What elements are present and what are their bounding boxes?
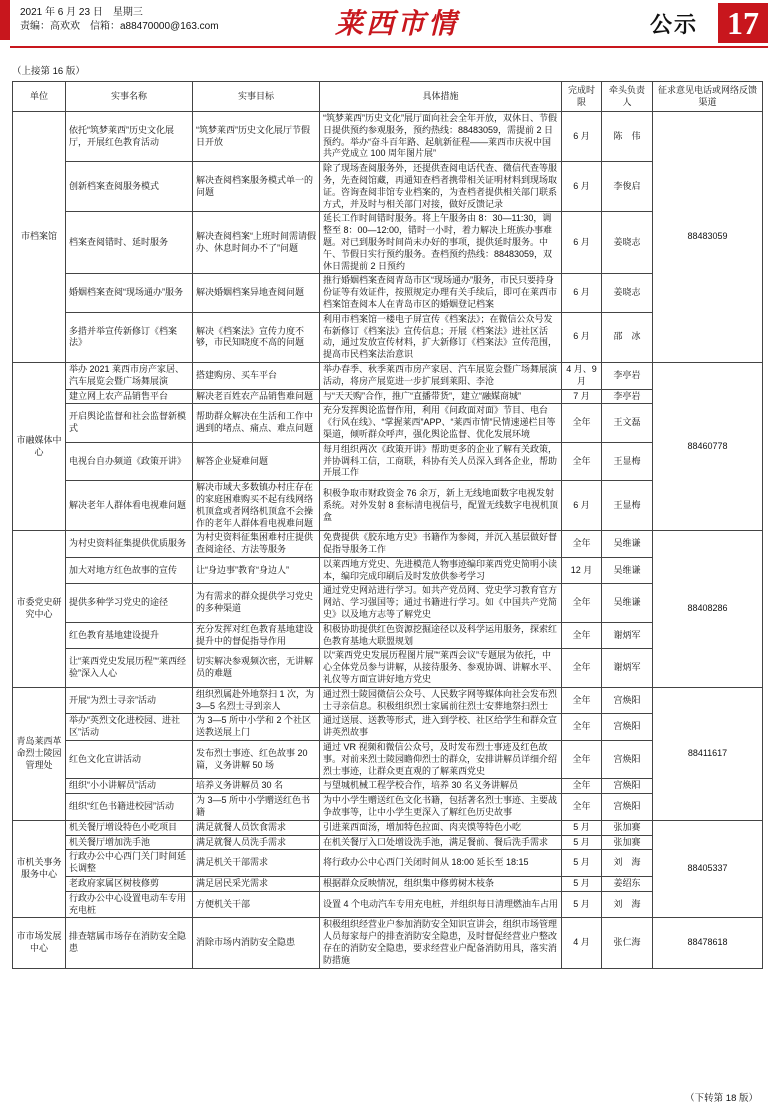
leader-cell: 邵 冰 <box>602 312 653 362</box>
deadline-cell: 全年 <box>562 779 602 794</box>
item-name-cell: 让“莱西党史发展历程”“莱西经验”深入人心 <box>66 649 193 687</box>
item-goal-cell: 满足就餐人员饮食需求 <box>193 820 320 835</box>
deadline-cell: 全年 <box>562 649 602 687</box>
masthead-logo <box>322 2 472 42</box>
col-header-goal: 实事目标 <box>193 82 320 112</box>
col-header-unit: 单位 <box>13 82 66 112</box>
item-goal-cell: 解决老百姓农产品销售难问题 <box>193 389 320 404</box>
table-body <box>13 112 763 969</box>
table-row <box>13 312 763 362</box>
item-goal-cell: 解决市域大多数镇办村庄存在的家庭困难购买不起有线网络机顶盒或者网络机顶盒不会操作的老年人群体看电视难问题 <box>193 481 320 531</box>
item-name-cell: 加大对地方红色故事的宣传 <box>66 557 193 584</box>
phone-cell: 88460778 <box>653 362 763 530</box>
item-goal-cell: 满足就餐人员洗手需求 <box>193 835 320 850</box>
item-name-cell: 创新档案查阅服务模式 <box>66 162 193 212</box>
table-row <box>13 779 763 794</box>
item-name-cell: 排查辖属市场存在消防安全隐患 <box>66 918 193 968</box>
item-measures-cell: 积极协助提供红色资源挖掘途径以及科学运用服务，探索红色教育基地大联盟规划 <box>320 622 562 649</box>
item-goal-cell: 培养义务讲解员 30 名 <box>193 779 320 794</box>
phone-cell: 88408286 <box>653 531 763 688</box>
deadline-cell: 6 月 <box>562 162 602 212</box>
leader-cell: 刘 海 <box>602 891 653 918</box>
table-row <box>13 162 763 212</box>
phone-cell: 88411617 <box>653 687 763 820</box>
public-affairs-table <box>12 81 763 969</box>
item-goal-cell: 为 3—5 所中小学和 2 个社区送教送展上门 <box>193 714 320 741</box>
unit-cell: 青岛莱西革命烈士陵园管理处 <box>13 687 66 820</box>
table-row <box>13 442 763 480</box>
item-name-cell: 提供多种学习党史的途径 <box>66 584 193 622</box>
table-row <box>13 557 763 584</box>
item-measures-cell: 每月组织两次《政策开讲》帮助更多的企业了解有关政策，并协调科工信，工商联，科协有关人员深入到各企业，帮助开展工作 <box>320 442 562 480</box>
item-goal-cell: 满足居民采光需求 <box>193 877 320 892</box>
leader-cell: 王文磊 <box>602 404 653 442</box>
deadline-cell: 5 月 <box>562 820 602 835</box>
item-measures-cell: 与望城机械工程学校合作，培养 30 名义务讲解员 <box>320 779 562 794</box>
deadline-cell: 6 月 <box>562 312 602 362</box>
table-row <box>13 622 763 649</box>
red-edge-bar <box>0 0 10 40</box>
phone-cell: 88405337 <box>653 820 763 918</box>
table-row <box>13 918 763 968</box>
deadline-cell: 全年 <box>562 584 602 622</box>
continued-to-note: （下转第 18 版） <box>685 1093 758 1104</box>
item-measures-cell: 与“天天购”合作，推广“直播带货”，建立“融媒商城” <box>320 389 562 404</box>
item-goal-cell: 解决婚姻档案异地查阅问题 <box>193 274 320 312</box>
table-row <box>13 274 763 312</box>
item-measures-cell: 免费提供《胶东地方史》书籍作为参阅，并沉入基层做好督促指导服务工作 <box>320 531 562 558</box>
item-name-cell: 老政府家属区树枝修剪 <box>66 877 193 892</box>
item-measures-cell: 积极组织经营业户参加消防安全知识宣讲会，组织市场管理人员每家每户的排查消防安全隐患，及时督促经营业户整改存在的消防安全隐患，要求经营业户配备消防用具，落实消防措施 <box>320 918 562 968</box>
leader-cell: 张加赛 <box>602 835 653 850</box>
item-measures-cell: 设置 4 个电动汽车专用充电桩，并组织每日清理燃油车占用 <box>320 891 562 918</box>
item-measures-cell: 除了现场查阅服务外，还提供查阅电话代查、微信代查等服务，先查阅馆藏，再通知查档者携带相关证明材料到现场取证。咨询查阅非馆专业档案的，为查档者提供相关部门联系方式，并及时与相关部门对接，做好反馈记录 <box>320 162 562 212</box>
item-goal-cell: 解决查阅档案“上班时间需请假办、休息时间办不了”问题 <box>193 212 320 274</box>
col-header-deadline: 完成时限 <box>562 82 602 112</box>
leader-cell: 姜绍东 <box>602 877 653 892</box>
item-name-cell: 开展“为烈士寻亲”活动 <box>66 687 193 714</box>
item-measures-cell: 以莱西地方党史、先进模范人物事迹编印莱西党史简明小读本，编印完成印刷后及时发放供参考学习 <box>320 557 562 584</box>
leader-cell: 陈 伟 <box>602 112 653 162</box>
item-goal-cell: 发布烈士事迹、红色故事 20 篇，义务讲解 50 场 <box>193 741 320 779</box>
item-measures-cell: 利用市档案馆一楼电子屏宣传《档案法》；在微信公众号发布新修订《档案法》宣传信息；开展《档案法》进社区活动，通过发放宣传材料，扩大新修订《档案法》宣传范围，提高市民档案法治意识 <box>320 312 562 362</box>
editor-info: 责编：高欢欢 信箱：a88470000@163.com <box>20 21 219 32</box>
col-header-measures: 具体措施 <box>320 82 562 112</box>
col-header-name: 实事名称 <box>66 82 193 112</box>
phone-cell: 88483059 <box>653 112 763 363</box>
item-measures-cell: 推行婚姻档案查阅青岛市区“现场通办”服务，市民只要持身份证等有效证件，按照规定办理有关手续后，即可在莱西市档案馆查阅本人在青岛市区的婚姻登记档案 <box>320 274 562 312</box>
deadline-cell: 5 月 <box>562 835 602 850</box>
masthead-text: 莱西市情 <box>334 7 460 40</box>
item-goal-cell: 切实解决参观频次密，无讲解员的难题 <box>193 649 320 687</box>
leader-cell: 张仁海 <box>602 918 653 968</box>
unit-cell: 市市场发展中心 <box>13 918 66 968</box>
leader-cell: 吴维谦 <box>602 557 653 584</box>
table-row <box>13 389 763 404</box>
deadline-cell: 全年 <box>562 442 602 480</box>
leader-cell: 李俊启 <box>602 162 653 212</box>
item-goal-cell: 为村史资料征集困难村庄提供查阅途径、方法等服务 <box>193 531 320 558</box>
item-measures-cell: 延长工作时间错时服务。将上午服务由 8：30—11:30，调整至 8：00—12:00，错时一小时，着力解决上班族办事难题。对已到服务时间尚未办好的事项，提供延时服务。中午、节假日实行预约服务。查档预约热线：88483059，双休日需提前 2 日预约 <box>320 212 562 274</box>
leader-cell: 谢炳军 <box>602 622 653 649</box>
item-goal-cell: 消除市场内消防安全隐患 <box>193 918 320 968</box>
table-header-row <box>13 82 763 112</box>
page-number: 17 <box>718 3 768 43</box>
leader-cell: 王显梅 <box>602 442 653 480</box>
table-row <box>13 891 763 918</box>
item-goal-cell: 帮助群众解决在生活和工作中遇到的堵点、痛点、难点问题 <box>193 404 320 442</box>
item-name-cell: 建立网上农产品销售平台 <box>66 389 193 404</box>
issue-info <box>20 6 219 34</box>
deadline-cell: 全年 <box>562 622 602 649</box>
item-name-cell: 为村史资料征集提供优质服务 <box>66 531 193 558</box>
table-row <box>13 531 763 558</box>
table-row <box>13 794 763 821</box>
unit-cell: 市档案馆 <box>13 112 66 363</box>
item-measures-cell: 以“莱西党史发展历程图片展”“莱西会议”专题展为依托，中心全体党员参与讲解，从接待服务、参观协调、讲解水平、礼仪等方面宣讲好地方党史 <box>320 649 562 687</box>
deadline-cell: 6 月 <box>562 274 602 312</box>
item-measures-cell: 根据群众反映情况，组织集中修剪树木枝条 <box>320 877 562 892</box>
deadline-cell: 6 月 <box>562 112 602 162</box>
leader-cell: 张加赛 <box>602 820 653 835</box>
unit-cell: 市机关事务服务中心 <box>13 820 66 918</box>
item-goal-cell: 方便机关干部 <box>193 891 320 918</box>
item-measures-cell: 通过党史网站进行学习。如共产党员网、党史学习教育官方网站、学习强国等；通过书籍进行学习。如《中国共产党简史》以及地方志等了解党史 <box>320 584 562 622</box>
deadline-cell: 5 月 <box>562 850 602 877</box>
leader-cell: 宫焕阳 <box>602 714 653 741</box>
item-name-cell: 依托“筑梦莱西”历史文化展厅，开展红色教育活动 <box>66 112 193 162</box>
deadline-cell: 全年 <box>562 404 602 442</box>
table-row <box>13 714 763 741</box>
deadline-cell: 6 月 <box>562 481 602 531</box>
leader-cell: 姜晓志 <box>602 274 653 312</box>
item-name-cell: 红色教育基地建设提升 <box>66 622 193 649</box>
unit-cell: 市委党史研究中心 <box>13 531 66 688</box>
leader-cell: 宫焕阳 <box>602 741 653 779</box>
deadline-cell: 6 月 <box>562 212 602 274</box>
deadline-cell: 7 月 <box>562 389 602 404</box>
deadline-cell: 12 月 <box>562 557 602 584</box>
item-goal-cell: 解答企业疑难问题 <box>193 442 320 480</box>
item-goal-cell: 满足机关干部需求 <box>193 850 320 877</box>
deadline-cell: 全年 <box>562 531 602 558</box>
table-row <box>13 741 763 779</box>
item-goal-cell: 解决查阅档案服务模式单一的问题 <box>193 162 320 212</box>
issue-date: 2021 年 6 月 23 日 星期三 <box>20 7 143 18</box>
leader-cell: 宫焕阳 <box>602 794 653 821</box>
item-name-cell: 行政办公中心设置电动车专用充电桩 <box>66 891 193 918</box>
deadline-cell: 4 月、9 月 <box>562 362 602 389</box>
deadline-cell: 4 月 <box>562 918 602 968</box>
leader-cell: 吴维谦 <box>602 584 653 622</box>
table-row <box>13 112 763 162</box>
item-name-cell: 档案查阅错时、延时服务 <box>66 212 193 274</box>
item-name-cell: 红色文化宣讲活动 <box>66 741 193 779</box>
table-row <box>13 649 763 687</box>
leader-cell: 王显梅 <box>602 481 653 531</box>
item-measures-cell: 充分发挥舆论监督作用，利用《问政面对面》节目、电台《行风在线》、“掌握莱西”APP、“莱西市情”民情速递栏目等渠道，倾听群众呼声，强化舆论监督、优化发展环境 <box>320 404 562 442</box>
item-measures-cell: “筑梦莱西”历史文化”展厅面向社会全年开放，双休日、节假日提供预约参观服务，预约热线：88483059，需提前 2 日预约。举办“奋斗百年路、起航新征程——莱西市庆祝中国共产党成立 100 周年图片展” <box>320 112 562 162</box>
table-row <box>13 584 763 622</box>
item-goal-cell: “筑梦莱西”历史文化展厅节假日开放 <box>193 112 320 162</box>
item-measures-cell: 引进莱西面汤，增加特色拉面、肉夹馍等特色小吃 <box>320 820 562 835</box>
item-measures-cell: 将行政办公中心西门关闭时间从 18:00 延长至 18:15 <box>320 850 562 877</box>
item-name-cell: 电视台自办频道《政策开讲》 <box>66 442 193 480</box>
item-measures-cell: 在机关餐厅入口处增设洗手池，满足餐前、餐后洗手需求 <box>320 835 562 850</box>
table-row <box>13 362 763 389</box>
leader-cell: 吴维谦 <box>602 531 653 558</box>
table-row <box>13 212 763 274</box>
item-goal-cell: 组织烈属赴外地祭扫 1 次，为 3—5 名烈士寻到亲人 <box>193 687 320 714</box>
item-measures-cell: 积极争取市财政资金 76 余万，新上无线地面数字电视发射系统。对外发射 8 套标清电视信号，配置无线数字电视机顶盒 <box>320 481 562 531</box>
deadline-cell: 5 月 <box>562 877 602 892</box>
item-name-cell: 行政办公中心西门关门时间延长调整 <box>66 850 193 877</box>
item-name-cell: 组织“红色书籍进校园”活动 <box>66 794 193 821</box>
continued-from-note: （上接第 16 版） <box>12 66 85 77</box>
table-row <box>13 481 763 531</box>
item-measures-cell: 举办春季、秋季莱西市房产家居、汽车展览会暨广场舞展演活动，将房产展览进一步扩展到莱阳、李沧 <box>320 362 562 389</box>
phone-cell: 88478618 <box>653 918 763 968</box>
table-row <box>13 850 763 877</box>
deadline-cell: 全年 <box>562 794 602 821</box>
table-row <box>13 820 763 835</box>
item-name-cell: 解决老年人群体看电视难问题 <box>66 481 193 531</box>
item-name-cell: 举办 2021 莱西市房产家居、汽车展览会暨广场舞展演 <box>66 362 193 389</box>
item-name-cell: 婚姻档案查阅“现场通办”服务 <box>66 274 193 312</box>
item-name-cell: 机关餐厅增加洗手池 <box>66 835 193 850</box>
table-row <box>13 687 763 714</box>
deadline-cell: 全年 <box>562 687 602 714</box>
item-name-cell: 组织“小小讲解员”活动 <box>66 779 193 794</box>
unit-cell: 市融媒体中心 <box>13 362 66 530</box>
item-goal-cell: 搭建购房、买车平台 <box>193 362 320 389</box>
leader-cell: 李亭岩 <box>602 362 653 389</box>
item-measures-cell: 为中小学生赠送红色文化书籍，包括著名烈士事迹、主要战争故事等，让中小学生更深入了解红色历史故事 <box>320 794 562 821</box>
deadline-cell: 5 月 <box>562 891 602 918</box>
col-header-phone: 征求意见电话或网络反馈渠道 <box>653 82 763 112</box>
item-measures-cell: 通过 VR 视频和微信公众号，及时发布烈士事迹及红色故事。对前来烈士陵园瞻仰烈士的群众，安排讲解员详细介绍烈士事迹，让群众更直观的了解莱西党史 <box>320 741 562 779</box>
leader-cell: 宫焕阳 <box>602 687 653 714</box>
leader-cell: 宫焕阳 <box>602 779 653 794</box>
table-row <box>13 877 763 892</box>
item-measures-cell: 通过烈士陵园微信公众号、人民数字网等媒体向社会发布烈士寻亲信息。积极组织烈士家属前往烈士安葬地祭扫烈士 <box>320 687 562 714</box>
leader-cell: 李亭岩 <box>602 389 653 404</box>
item-name-cell: 举办“英烈文化进校园、进社区”活动 <box>66 714 193 741</box>
item-name-cell: 机关餐厅增设特色小吃项目 <box>66 820 193 835</box>
section-title: 公示 <box>650 12 699 37</box>
item-measures-cell: 通过送展、送教等形式，进入到学校、社区给学生和群众宣讲英烈故事 <box>320 714 562 741</box>
header-divider <box>10 46 768 48</box>
deadline-cell: 全年 <box>562 741 602 779</box>
item-goal-cell: 充分发挥对红色教育基地建设提升中的督促指导作用 <box>193 622 320 649</box>
item-goal-cell: 为有需求的群众提供学习党史的多种渠道 <box>193 584 320 622</box>
item-goal-cell: 解决《档案法》宣传力度不够，市民知晓度不高的问题 <box>193 312 320 362</box>
leader-cell: 刘 海 <box>602 850 653 877</box>
item-name-cell: 开启舆论监督和社会监督新模式 <box>66 404 193 442</box>
item-goal-cell: 为 3—5 所中小学赠送红色书籍 <box>193 794 320 821</box>
leader-cell: 谢炳军 <box>602 649 653 687</box>
leader-cell: 姜晓志 <box>602 212 653 274</box>
deadline-cell: 全年 <box>562 714 602 741</box>
col-header-leader: 牵头负责人 <box>602 82 653 112</box>
item-goal-cell: 让“身边事”教育“身边人” <box>193 557 320 584</box>
table-row <box>13 404 763 442</box>
item-name-cell: 多措并举宣传新修订《档案法》 <box>66 312 193 362</box>
table-row <box>13 835 763 850</box>
